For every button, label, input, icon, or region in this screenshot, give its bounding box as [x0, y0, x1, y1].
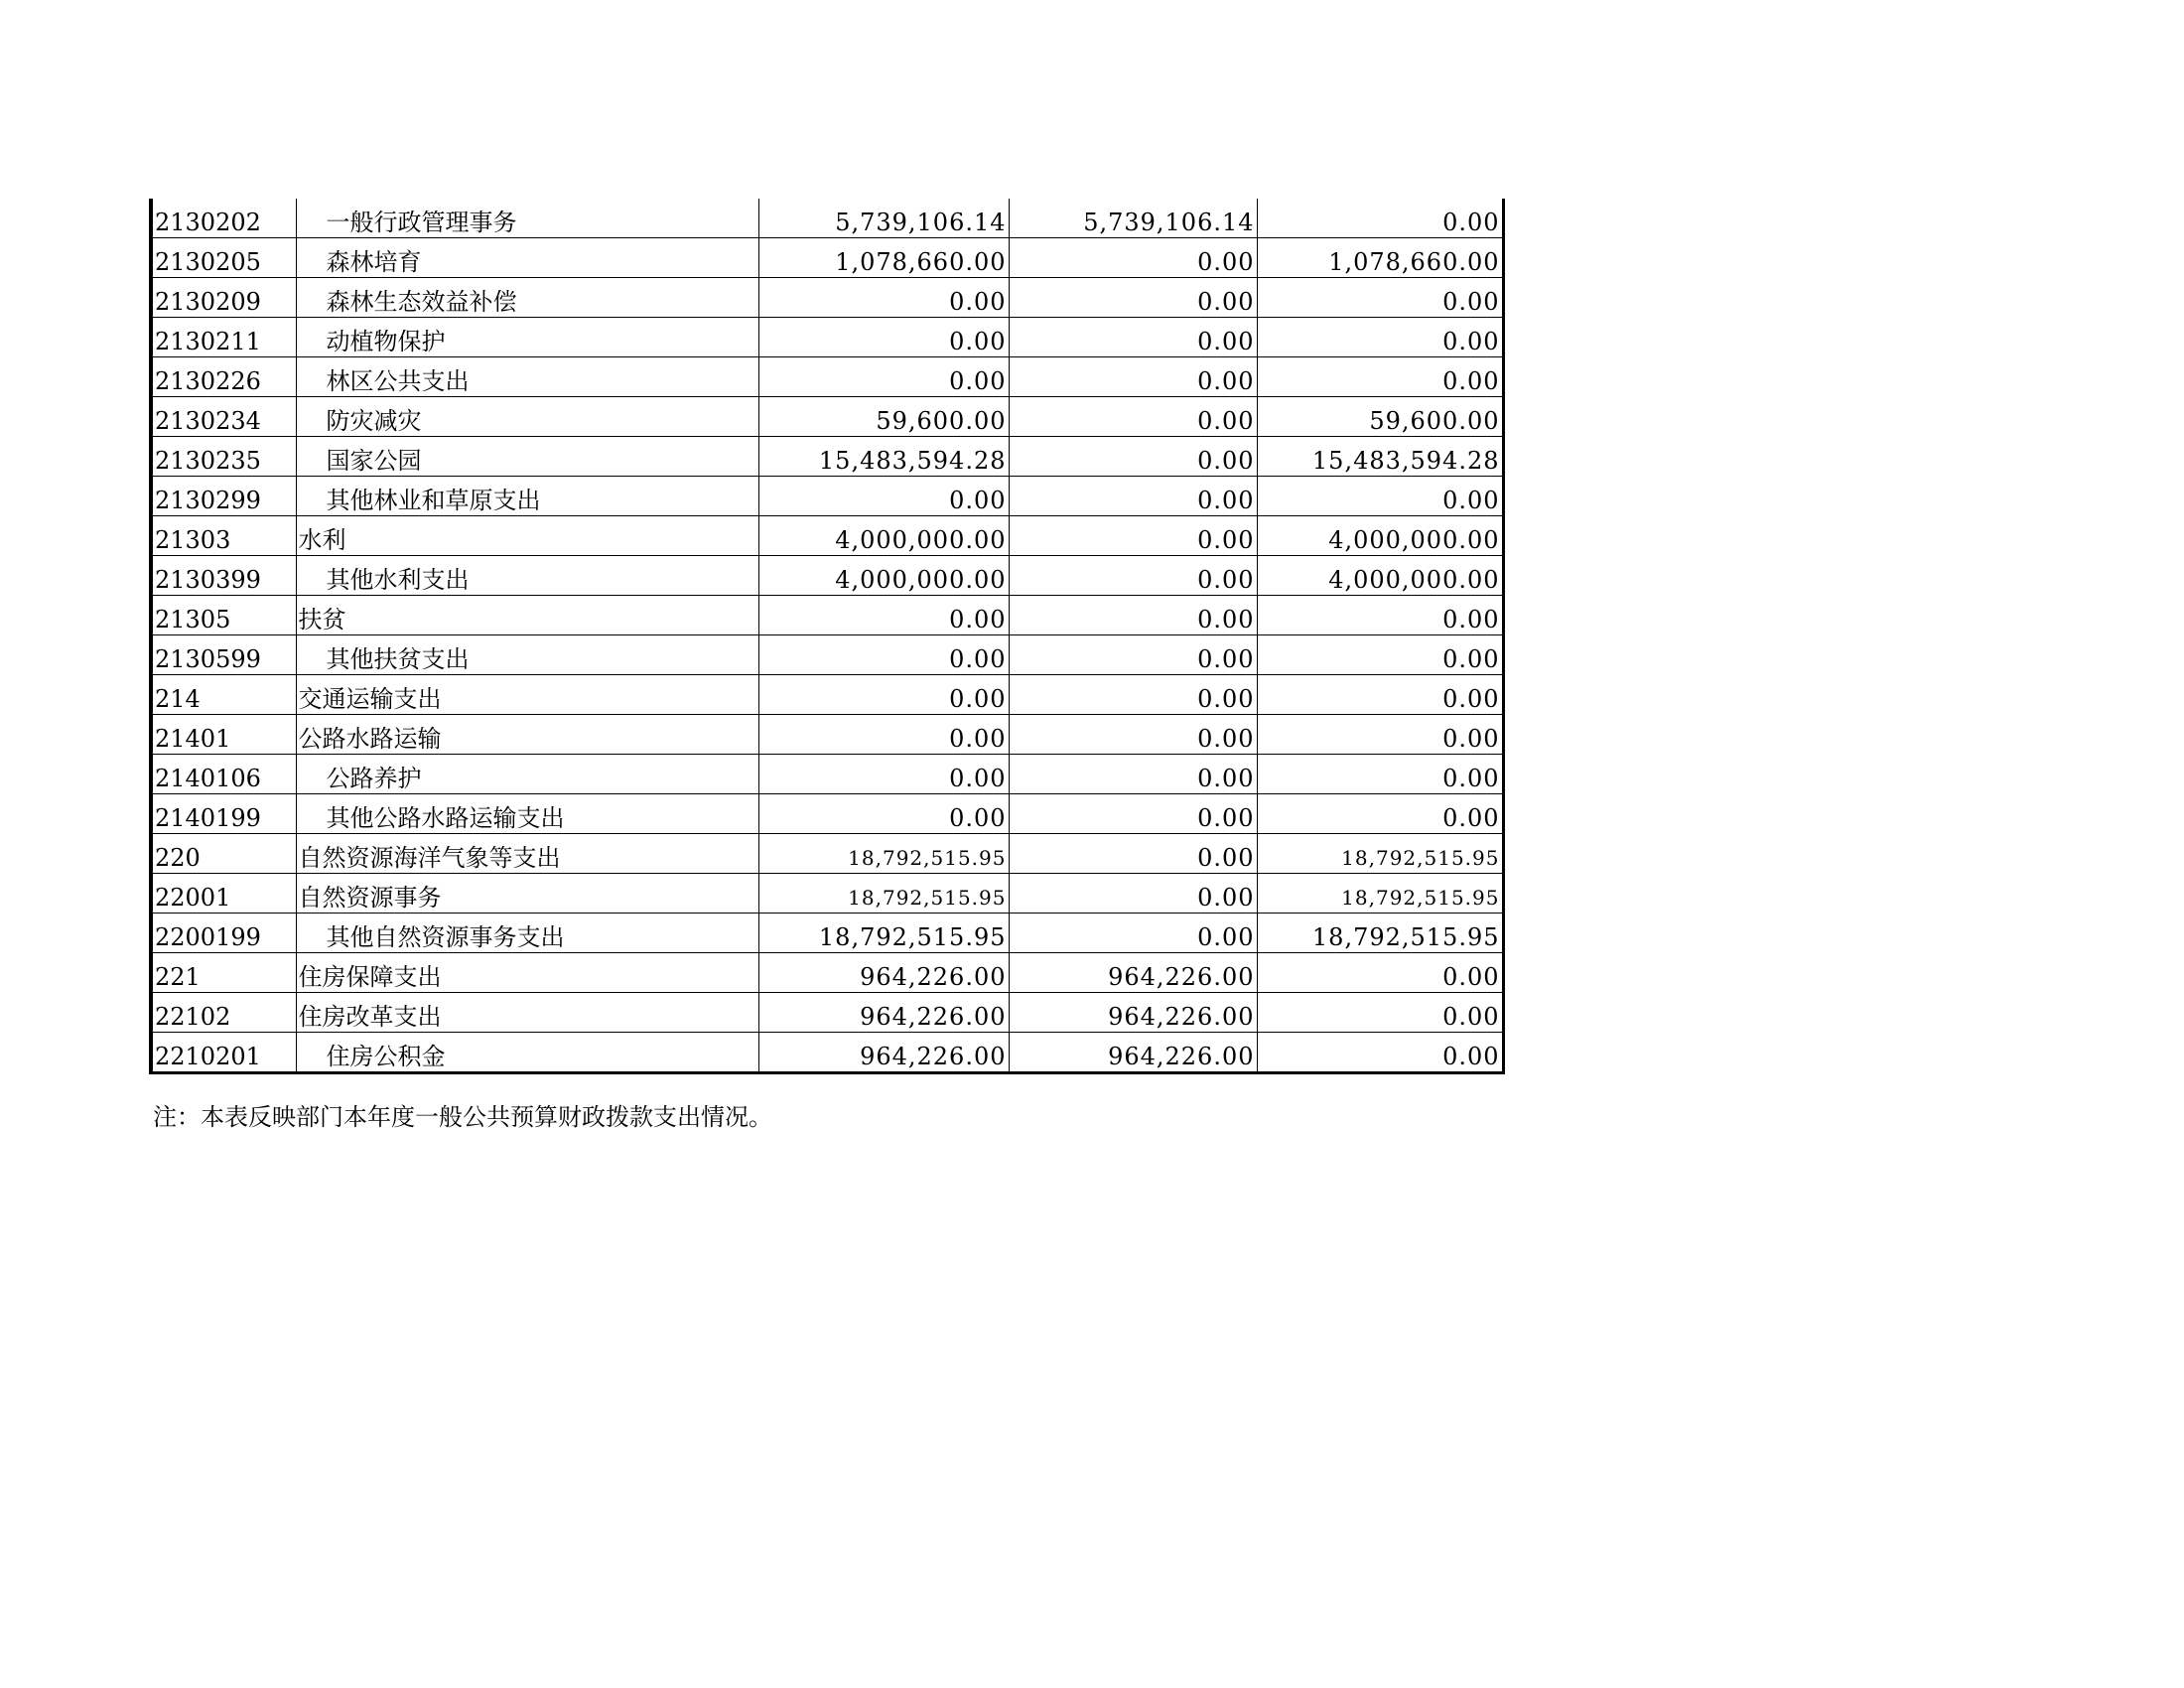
table-row	[151, 596, 1503, 635]
table-row	[151, 635, 1503, 675]
project-expenditure-cell: 18,792,515.95	[1257, 914, 1503, 953]
subject-code-cell: 214	[151, 675, 296, 715]
basic-expenditure-cell: 0.00	[1009, 715, 1257, 755]
project-expenditure-cell: 0.00	[1257, 596, 1503, 635]
subject-code-cell: 2130235	[151, 437, 296, 477]
total-amount-cell: 0.00	[758, 635, 1009, 675]
subject-name-cell: 自然资源事务	[296, 874, 758, 914]
project-expenditure-cell: 4,000,000.00	[1257, 556, 1503, 596]
subject-code-cell: 2130209	[151, 278, 296, 318]
basic-expenditure-cell: 0.00	[1009, 794, 1257, 834]
table-row	[151, 1033, 1503, 1073]
subject-name-cell: 其他林业和草原支出	[296, 477, 758, 516]
project-expenditure-cell: 0.00	[1257, 794, 1503, 834]
table-body	[151, 199, 1503, 1073]
subject-name-cell: 其他公路水路运输支出	[296, 794, 758, 834]
budget-sheet	[149, 199, 1501, 1589]
subject-code-cell: 2140199	[151, 794, 296, 834]
project-expenditure-cell: 0.00	[1257, 1033, 1503, 1073]
total-amount-cell: 0.00	[758, 794, 1009, 834]
subject-name-cell: 住房公积金	[296, 1033, 758, 1073]
table-row	[151, 318, 1503, 357]
total-amount-cell: 18,792,515.95	[758, 834, 1009, 874]
subject-name-cell: 扶贫	[296, 596, 758, 635]
table-row	[151, 199, 1503, 238]
basic-expenditure-cell: 0.00	[1009, 318, 1257, 357]
project-expenditure-cell: 4,000,000.00	[1257, 516, 1503, 556]
project-expenditure-cell: 18,792,515.95	[1257, 874, 1503, 914]
subject-code-cell: 2140106	[151, 755, 296, 794]
subject-code-cell: 22102	[151, 993, 296, 1033]
total-amount-cell: 0.00	[758, 715, 1009, 755]
table-row	[151, 715, 1503, 755]
table-row	[151, 477, 1503, 516]
basic-expenditure-cell: 0.00	[1009, 874, 1257, 914]
total-amount-cell: 18,792,515.95	[758, 874, 1009, 914]
basic-expenditure-cell: 964,226.00	[1009, 1033, 1257, 1073]
total-amount-cell: 59,600.00	[758, 397, 1009, 437]
project-expenditure-cell: 0.00	[1257, 278, 1503, 318]
subject-code-cell: 2130234	[151, 397, 296, 437]
subject-name-cell: 其他扶贫支出	[296, 635, 758, 675]
table-row	[151, 794, 1503, 834]
subject-name-cell: 其他水利支出	[296, 556, 758, 596]
subject-code-cell: 2130205	[151, 238, 296, 278]
basic-expenditure-cell: 0.00	[1009, 596, 1257, 635]
basic-expenditure-cell: 0.00	[1009, 914, 1257, 953]
total-amount-cell: 0.00	[758, 596, 1009, 635]
subject-code-cell: 2130211	[151, 318, 296, 357]
subject-code-cell: 2210201	[151, 1033, 296, 1073]
subject-name-cell: 住房改革支出	[296, 993, 758, 1033]
total-amount-cell: 964,226.00	[758, 1033, 1009, 1073]
table-row	[151, 953, 1503, 993]
table-row	[151, 357, 1503, 397]
subject-code-cell: 22001	[151, 874, 296, 914]
total-amount-cell: 18,792,515.95	[758, 914, 1009, 953]
subject-code-cell: 2200199	[151, 914, 296, 953]
project-expenditure-cell: 59,600.00	[1257, 397, 1503, 437]
project-expenditure-cell: 0.00	[1257, 715, 1503, 755]
subject-code-cell: 21401	[151, 715, 296, 755]
subject-name-cell: 动植物保护	[296, 318, 758, 357]
subject-code-cell: 2130299	[151, 477, 296, 516]
basic-expenditure-cell: 0.00	[1009, 635, 1257, 675]
subject-name-cell: 森林培育	[296, 238, 758, 278]
subject-code-cell: 21305	[151, 596, 296, 635]
subject-code-cell: 2130202	[151, 199, 296, 238]
subject-name-cell: 一般行政管理事务	[296, 199, 758, 238]
basic-expenditure-cell: 0.00	[1009, 238, 1257, 278]
subject-name-cell: 公路养护	[296, 755, 758, 794]
basic-expenditure-cell: 964,226.00	[1009, 953, 1257, 993]
project-expenditure-cell: 0.00	[1257, 318, 1503, 357]
subject-code-cell: 2130399	[151, 556, 296, 596]
project-expenditure-cell: 0.00	[1257, 953, 1503, 993]
project-expenditure-cell: 15,483,594.28	[1257, 437, 1503, 477]
subject-name-cell: 公路水路运输	[296, 715, 758, 755]
table-row	[151, 675, 1503, 715]
total-amount-cell: 15,483,594.28	[758, 437, 1009, 477]
basic-expenditure-cell: 5,739,106.14	[1009, 199, 1257, 238]
project-expenditure-cell: 0.00	[1257, 477, 1503, 516]
basic-expenditure-cell: 0.00	[1009, 477, 1257, 516]
table-row	[151, 874, 1503, 914]
basic-expenditure-cell: 0.00	[1009, 834, 1257, 874]
project-expenditure-cell: 0.00	[1257, 675, 1503, 715]
subject-name-cell: 水利	[296, 516, 758, 556]
subject-name-cell: 自然资源海洋气象等支出	[296, 834, 758, 874]
total-amount-cell: 4,000,000.00	[758, 516, 1009, 556]
table-row	[151, 755, 1503, 794]
total-amount-cell: 964,226.00	[758, 953, 1009, 993]
subject-name-cell: 森林生态效益补偿	[296, 278, 758, 318]
project-expenditure-cell: 0.00	[1257, 635, 1503, 675]
total-amount-cell: 0.00	[758, 318, 1009, 357]
table-row	[151, 437, 1503, 477]
table-row	[151, 238, 1503, 278]
project-expenditure-cell: 0.00	[1257, 357, 1503, 397]
total-amount-cell: 0.00	[758, 755, 1009, 794]
subject-name-cell: 其他自然资源事务支出	[296, 914, 758, 953]
project-expenditure-cell: 0.00	[1257, 993, 1503, 1033]
total-amount-cell: 0.00	[758, 278, 1009, 318]
basic-expenditure-cell: 0.00	[1009, 357, 1257, 397]
basic-expenditure-cell: 0.00	[1009, 675, 1257, 715]
subject-code-cell: 2130599	[151, 635, 296, 675]
subject-name-cell: 国家公园	[296, 437, 758, 477]
basic-expenditure-cell: 964,226.00	[1009, 993, 1257, 1033]
total-amount-cell: 0.00	[758, 477, 1009, 516]
subject-code-cell: 221	[151, 953, 296, 993]
basic-expenditure-cell: 0.00	[1009, 516, 1257, 556]
basic-expenditure-cell: 0.00	[1009, 556, 1257, 596]
table-row	[151, 556, 1503, 596]
total-amount-cell: 0.00	[758, 357, 1009, 397]
table-row	[151, 278, 1503, 318]
subject-name-cell: 林区公共支出	[296, 357, 758, 397]
basic-expenditure-cell: 0.00	[1009, 397, 1257, 437]
total-amount-cell: 964,226.00	[758, 993, 1009, 1033]
table-row	[151, 993, 1503, 1033]
total-amount-cell: 1,078,660.00	[758, 238, 1009, 278]
basic-expenditure-cell: 0.00	[1009, 278, 1257, 318]
project-expenditure-cell: 18,792,515.95	[1257, 834, 1503, 874]
total-amount-cell: 4,000,000.00	[758, 556, 1009, 596]
subject-name-cell: 防灾减灾	[296, 397, 758, 437]
basic-expenditure-cell: 0.00	[1009, 437, 1257, 477]
basic-expenditure-cell: 0.00	[1009, 755, 1257, 794]
table-footnote: 注：本表反映部门本年度一般公共预算财政拨款支出情况。	[153, 1103, 772, 1131]
subject-code-cell: 2130226	[151, 357, 296, 397]
table-row	[151, 834, 1503, 874]
total-amount-cell: 0.00	[758, 675, 1009, 715]
table-row	[151, 397, 1503, 437]
project-expenditure-cell: 0.00	[1257, 199, 1503, 238]
project-expenditure-cell: 0.00	[1257, 755, 1503, 794]
subject-code-cell: 21303	[151, 516, 296, 556]
table-row	[151, 516, 1503, 556]
subject-name-cell: 住房保障支出	[296, 953, 758, 993]
subject-name-cell: 交通运输支出	[296, 675, 758, 715]
table-row	[151, 914, 1503, 953]
total-amount-cell: 5,739,106.14	[758, 199, 1009, 238]
project-expenditure-cell: 1,078,660.00	[1257, 238, 1503, 278]
subject-code-cell: 220	[151, 834, 296, 874]
expenditure-table	[149, 199, 1505, 1074]
